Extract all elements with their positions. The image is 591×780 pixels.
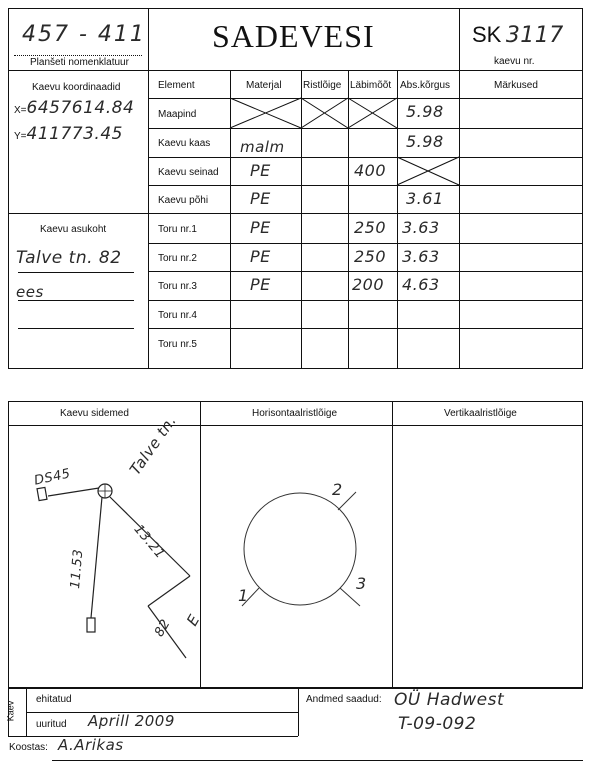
table-row-material: PE: [250, 247, 271, 266]
table-row-element: Toru nr.5: [158, 339, 197, 350]
lower-col2-title: Horisontaalristlõige: [252, 408, 338, 419]
connection-line-down: [91, 497, 102, 618]
footer-top-line: [8, 688, 583, 689]
sketch-label-13: 13.21: [130, 522, 168, 563]
table-row-diameter: 250: [354, 218, 387, 237]
th-notes: Märkused: [494, 80, 538, 91]
pipe-number-2: 2: [332, 480, 343, 499]
table-row-material: PE: [250, 275, 271, 294]
pipe-end-1: [37, 487, 47, 500]
th-diameter: Läbimõõt: [350, 80, 392, 91]
table-row-height: 3.63: [402, 218, 440, 237]
table-row-element: Toru nr.3: [158, 281, 197, 292]
table-row-material: malm: [240, 138, 285, 156]
horizontal-section-sketch: [200, 426, 392, 688]
made-by-line: [52, 760, 583, 761]
table-row-diameter: 400: [354, 161, 387, 180]
lower-col-line-2: [392, 401, 393, 688]
sketch-label-e: E: [183, 611, 204, 629]
plan-label: Planšeti nomenklatuur: [30, 57, 129, 68]
made-by-name: A.Arikas: [58, 736, 124, 754]
table-row-diameter: 200: [352, 275, 385, 294]
section-circle: [244, 493, 356, 605]
data-source-company: OÜ Hadwest: [394, 690, 505, 710]
location-label: Kaevu asukoht: [40, 224, 107, 235]
data-source-label: Andmed saadud:: [306, 694, 382, 705]
pipe-number-3: 3: [356, 574, 367, 593]
table-row-height: 3.61: [406, 189, 444, 208]
table-row-diameter: 250: [354, 247, 387, 266]
surveyed-date: Aprill 2009: [88, 712, 175, 730]
table-row-element: Kaevu kaas: [158, 138, 211, 149]
table-row-material: PE: [250, 161, 271, 180]
table-row-element: Toru nr.2: [158, 253, 197, 264]
coord-y-value: 411773.45: [26, 124, 123, 144]
location-line2: ees: [16, 283, 44, 301]
coords-label: Kaevu koordinaadid: [32, 82, 121, 93]
building-edge-1: [148, 576, 190, 606]
connections-sketch: [8, 426, 200, 688]
table-row-material: PE: [250, 218, 271, 237]
table-row-element: Maapind: [158, 109, 197, 120]
well-label: kaevu nr.: [494, 56, 535, 67]
connection-line-left: [48, 488, 99, 496]
table-row-element: Kaevu seinad: [158, 167, 219, 178]
crossed-cells: [0, 0, 591, 370]
pipe-number-1: 1: [238, 586, 249, 605]
kaev-label: Kaev: [5, 700, 16, 722]
table-row-material: PE: [250, 189, 271, 208]
th-section: Ristlõige: [303, 80, 342, 91]
sketch-label-11: 11.53: [68, 548, 87, 590]
th-material: Materjal: [246, 80, 282, 91]
made-by-label: Koostas:: [9, 742, 48, 753]
footer-mid-line: [298, 688, 299, 736]
data-source-code: T-09-092: [398, 714, 477, 734]
coord-x-prefix: X=: [14, 105, 27, 116]
table-row-element: Toru nr.1: [158, 224, 197, 235]
table-row-element: Toru nr.4: [158, 310, 197, 321]
table-row-height: 5.98: [406, 132, 444, 151]
table-row-height: 5.98: [406, 102, 444, 121]
plan-number: 457 - 411: [22, 22, 146, 47]
sketch-label-82: 82: [152, 616, 174, 640]
th-element: Element: [158, 80, 195, 91]
table-row-height: 3.63: [402, 247, 440, 266]
lower-col1-title: Kaevu sidemed: [60, 408, 129, 419]
sketch-label-ds: DS45: [32, 466, 72, 489]
well-number-prefix: SK: [472, 22, 502, 47]
surveyed-label: uuritud: [36, 719, 67, 730]
coord-y-prefix: Y=: [14, 131, 27, 142]
well-number-hand: 3117: [505, 23, 564, 48]
sketch-label-street: Talve tn.: [126, 411, 181, 479]
pipe-end-2: [87, 618, 95, 632]
location-line1: Talve tn. 82: [16, 248, 122, 268]
page-title: SADEVESI: [212, 18, 375, 54]
built-label: ehitatud: [36, 694, 72, 705]
footer-bottom-line: [8, 736, 298, 737]
lower-col3-title: Vertikaalristlõige: [444, 408, 517, 419]
coord-x-value: 6457614.84: [26, 98, 135, 118]
th-height: Abs.kõrgus: [400, 80, 451, 91]
table-row-height: 4.63: [402, 275, 440, 294]
table-row-element: Kaevu põhi: [158, 195, 209, 206]
